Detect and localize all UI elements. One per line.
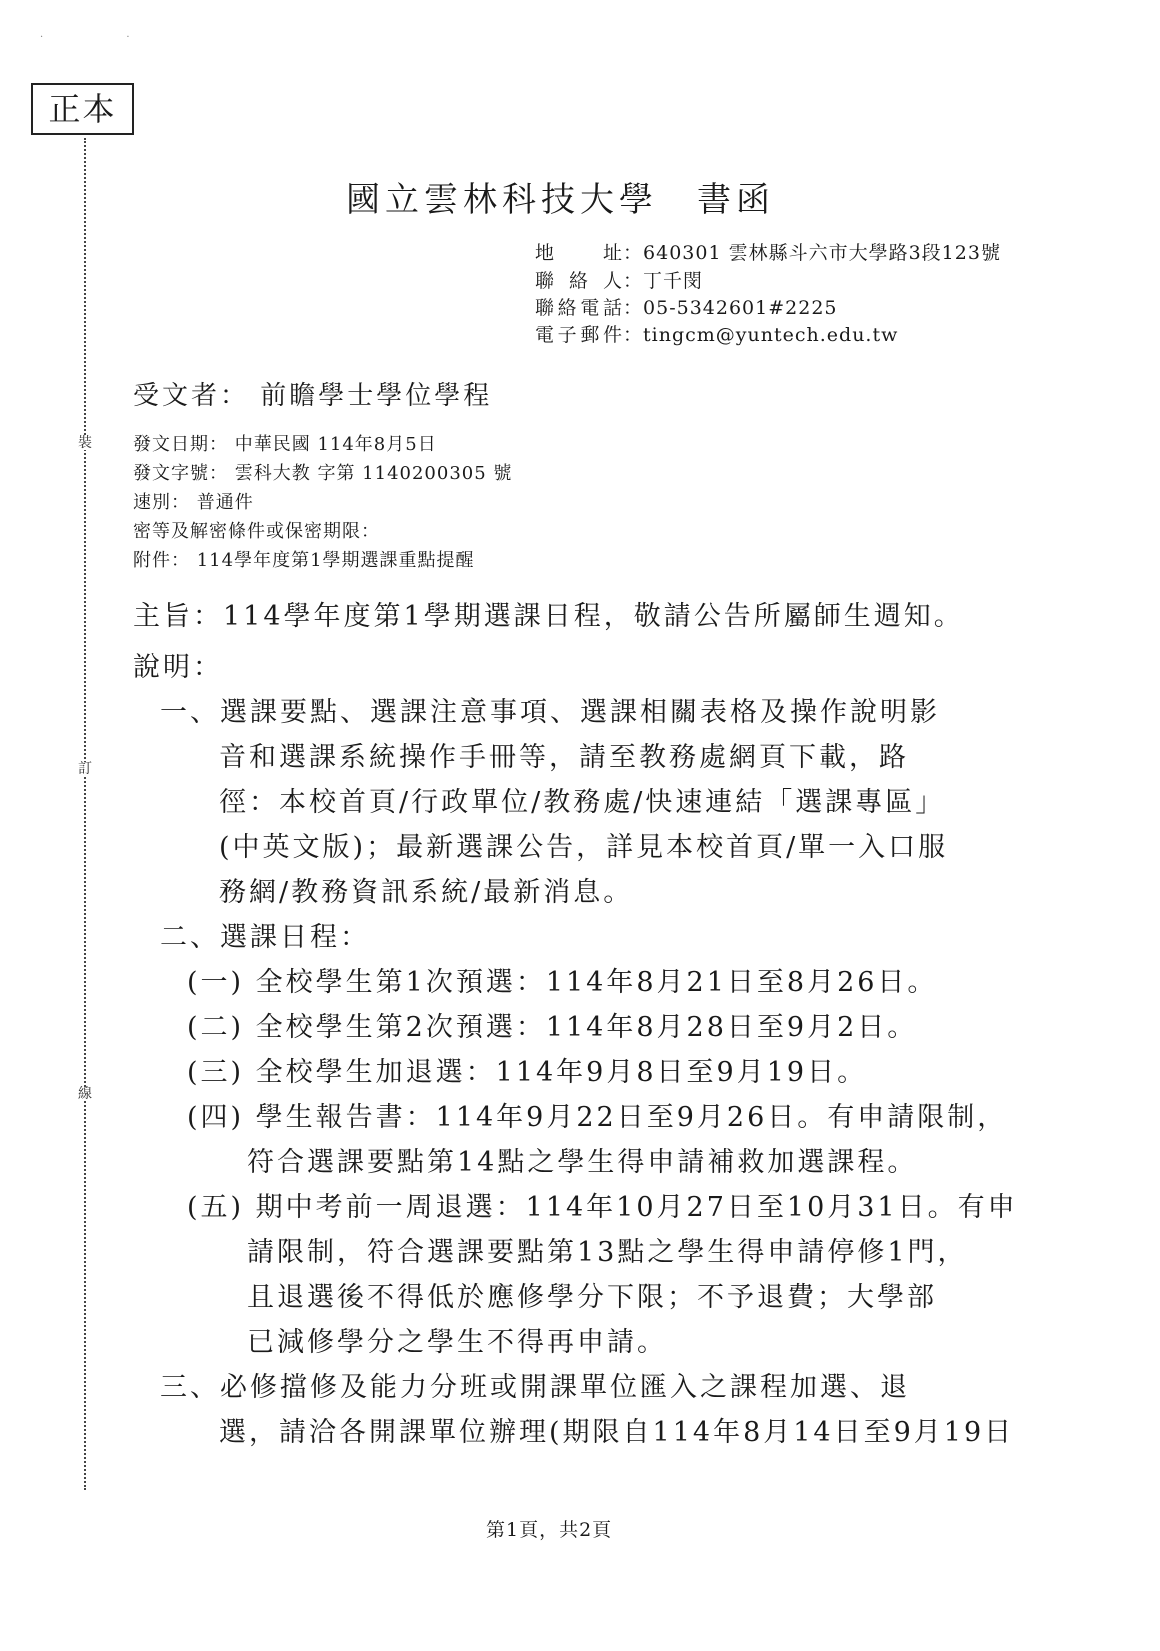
binding-line: [84, 138, 86, 1490]
schedule-item: (三) 全校學生加退選：114年9月8日至9月19日。: [187, 1057, 868, 1088]
contact-label: 電子郵件: [535, 324, 623, 346]
item1-line: 務網/教務資訊系統/最新消息。: [219, 877, 634, 908]
contact-person: 聯 絡 人：丁千閔: [535, 266, 703, 293]
schedule-item: (一) 全校學生第1次預選：114年8月21日至8月26日。: [187, 967, 938, 998]
item2-heading: 二、選課日程：: [160, 922, 370, 953]
explanation-heading: 說明：: [133, 652, 223, 683]
item3-line: 選，請洽各開課單位辦理(期限自114年8月14日至9月19日: [219, 1417, 1015, 1448]
schedule-item: (四) 學生報告書：114年9月22日至9月26日。有申請限制，: [187, 1102, 1008, 1133]
original-copy-stamp: 正本: [31, 83, 134, 135]
binding-mark-mid: 訂: [78, 761, 92, 777]
item1-line: (中英文版)；最新選課公告，詳見本校首頁/單一入口服: [219, 832, 949, 863]
urgency: 速別： 普通件: [133, 492, 254, 513]
contact-label: 聯 絡 人: [535, 270, 623, 292]
schedule-item-cont: 已減修學分之學生不得再申請。: [247, 1327, 667, 1358]
page-number: 第1頁，共2頁: [486, 1519, 613, 1541]
contact-value: tingcm@yuntech.edu.tw: [643, 324, 899, 346]
schedule-item: (二) 全校學生第2次預選：114年8月28日至9月2日。: [187, 1012, 918, 1043]
contact-value: 05-5342601#2225: [643, 297, 838, 319]
subject: 主旨：114學年度第1學期選課日程，敬請公告所屬師生週知。: [133, 601, 964, 632]
attachment: 附件： 114學年度第1學期選課重點提醒: [133, 550, 475, 571]
item1-line: 音和選課系統操作手冊等，請至教務處網頁下載，路: [219, 742, 909, 773]
contact-label: 地 址: [535, 242, 623, 264]
confidentiality: 密等及解密條件或保密期限：: [133, 521, 380, 542]
schedule-item: (五) 期中考前一周退選：114年10月27日至10月31日。有申: [187, 1192, 1018, 1223]
contact-value: 640301 雲林縣斗六市大學路3段123號: [643, 242, 1001, 264]
contact-label: 聯絡電話: [535, 297, 623, 319]
issue-number: 發文字號： 雲科大教 字第 1140200305 號: [133, 463, 513, 484]
contact-address: 地 址：640301 雲林縣斗六市大學路3段123號: [535, 238, 1001, 265]
scan-specks: · ·: [40, 32, 170, 43]
item3-line: 三、必修擋修及能力分班或開課單位匯入之課程加選、退: [160, 1372, 910, 1403]
contact-email: 電子郵件：tingcm@yuntech.edu.tw: [535, 320, 898, 347]
schedule-item-cont: 符合選課要點第14點之學生得申請補救加選課程。: [247, 1147, 918, 1178]
contact-value: 丁千閔: [643, 270, 704, 292]
contact-phone: 聯絡電話：05-5342601#2225: [535, 293, 838, 320]
issue-date: 發文日期： 中華民國 114年8月5日: [133, 434, 437, 455]
item1-line: 一、選課要點、選課注意事項、選課相關表格及操作說明影: [160, 697, 940, 728]
document-title: 國立雲林科技大學 書函: [346, 180, 775, 220]
item1-line: 徑：本校首頁/行政單位/教務處/快速連結「選課專區」: [219, 787, 946, 818]
binding-mark-top: 裝: [78, 435, 92, 451]
receiver: 受文者： 前瞻學士學位學程: [133, 381, 493, 411]
schedule-item-cont: 請限制，符合選課要點第13點之學生得申請停修1門，: [247, 1237, 968, 1268]
schedule-item-cont: 且退選後不得低於應修學分下限；不予退費；大學部: [247, 1282, 937, 1313]
binding-mark-bottom: 線: [78, 1086, 92, 1102]
